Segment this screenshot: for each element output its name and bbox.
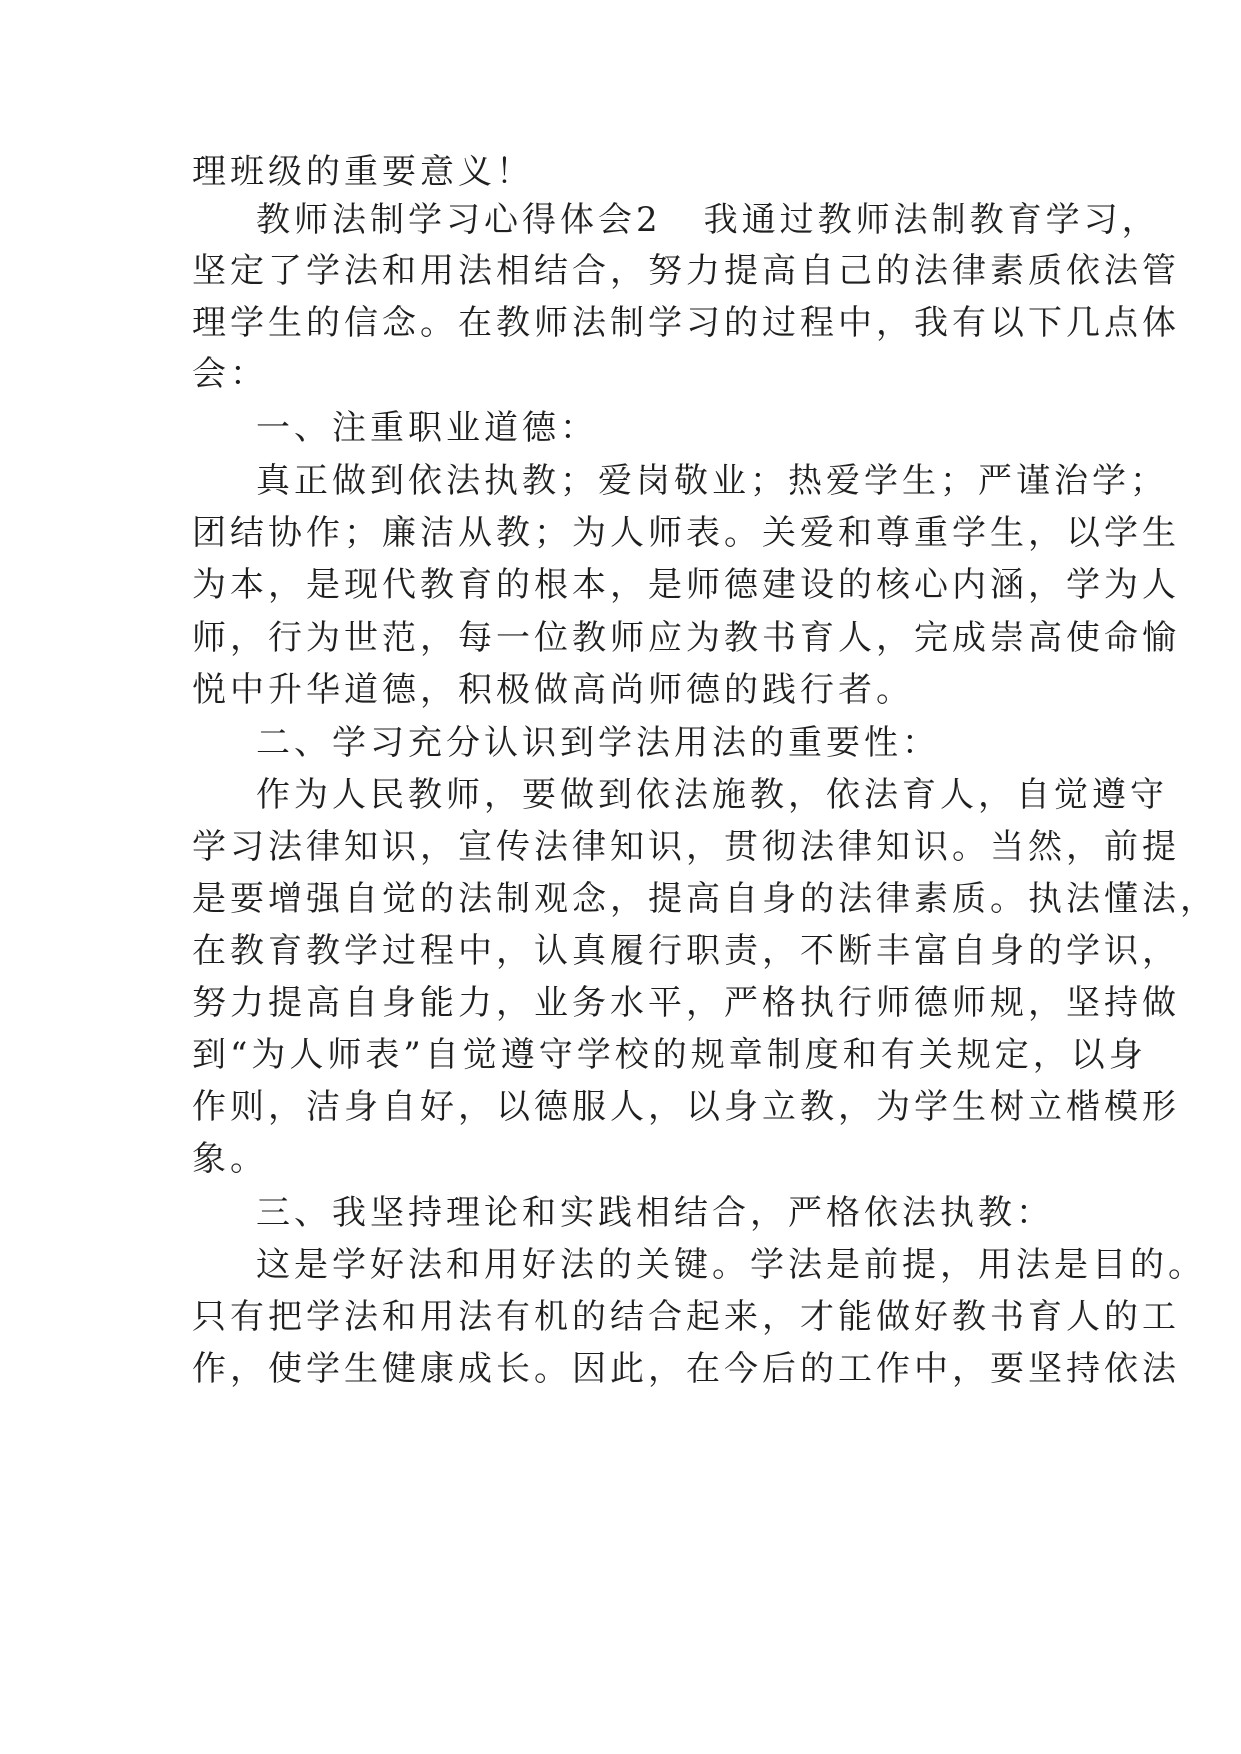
text-line: 作，使学生健康成长。因此，在今后的工作中，要坚持依法: [192, 1349, 1180, 1389]
section-title: 教师法制学习心得体会2: [256, 200, 662, 240]
text-line: [256, 197, 1160, 243]
text-line: 这是学好法和用好法的关键。学法是前提，用法是目的。: [256, 1245, 1206, 1285]
text-line: 作则，洁身自好，以德服人，以身立教，为学生树立楷模形: [192, 1087, 1180, 1127]
text-line: 到“为人师表”自觉遵守学校的规章制度和有关规定，以身: [192, 1035, 1147, 1075]
text-line: 二、学习充分认识到学法用法的重要性：: [256, 723, 940, 763]
text-line: 团结协作；廉洁从教；为人师表。关爱和尊重学生，以学生: [192, 513, 1180, 553]
text-run: 我通过教师法制教育学习，: [703, 200, 1160, 240]
text-line: 作为人民教师，要做到依法施教，依法育人，自觉遵守: [256, 775, 1168, 815]
text-line: 努力提高自身能力，业务水平，严格执行师德师规，坚持做: [192, 983, 1180, 1023]
text-line: 为本，是现代教育的根本，是师德建设的核心内涵，学为人: [192, 565, 1180, 605]
text-line: 师，行为世范，每一位教师应为教书育人，完成崇高使命愉: [192, 618, 1180, 658]
text-line: 真正做到依法执教；爱岗敬业；热爱学生；严谨治学；: [256, 461, 1168, 501]
text-line: 一、注重职业道德：: [256, 408, 598, 448]
text-line: 坚定了学法和用法相结合，努力提高自己的法律素质依法管: [192, 251, 1180, 291]
text-line: 只有把学法和用法有机的结合起来，才能做好教书育人的工: [192, 1297, 1180, 1337]
text-line: 在教育教学过程中，认真履行职责，不断丰富自身的学识，: [192, 931, 1180, 971]
text-line: 象。: [192, 1139, 268, 1179]
text-line: 理班级的重要意义！: [192, 152, 534, 192]
text-line: 学习法律知识，宣传法律知识，贯彻法律知识。当然，前提: [192, 827, 1180, 867]
text-line: 悦中升华道德，积极做高尚师德的践行者。: [192, 670, 914, 710]
text-line: 会：: [192, 354, 268, 394]
text-line: 是要增强自觉的法制观念，提高自身的法律素质。执法懂法，: [192, 879, 1218, 919]
text-line: 三、我坚持理论和实践相结合，严格依法执教：: [256, 1193, 1054, 1233]
text-line: 理学生的信念。在教师法制学习的过程中，我有以下几点体: [192, 303, 1180, 343]
